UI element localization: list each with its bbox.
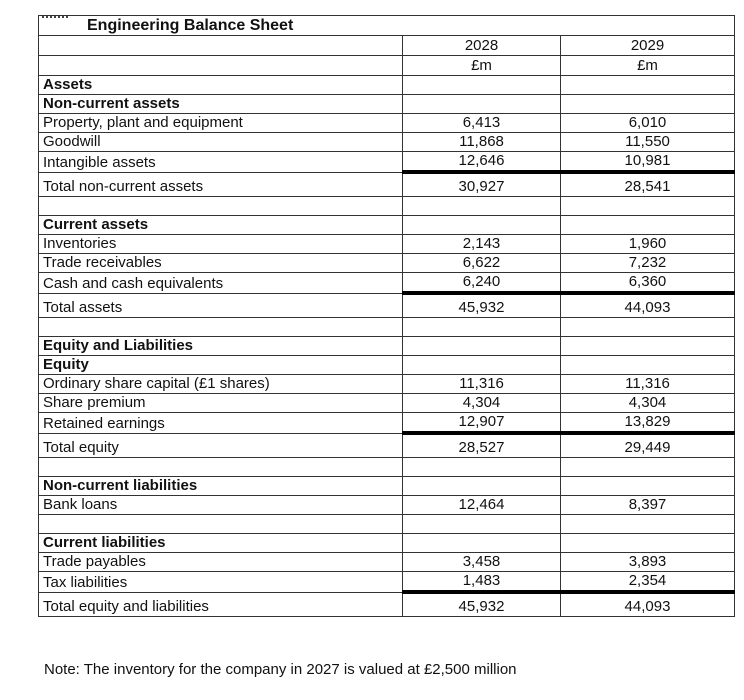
total-row: [39, 172, 735, 197]
value-2028: 11,868: [403, 133, 561, 152]
value-2028: [403, 337, 561, 356]
row-label: Non-current assets: [39, 95, 403, 114]
value-2028: 12,464: [403, 496, 561, 515]
value-2028: [403, 197, 561, 216]
row-label: Property, plant and equipment: [39, 114, 403, 133]
value-2029: [561, 216, 735, 235]
table-row: [39, 133, 735, 152]
blank-row: [39, 318, 735, 337]
value-2029: 29,449: [561, 433, 735, 458]
value-2028: 45,932: [403, 592, 561, 617]
value-2029: 11,550: [561, 133, 735, 152]
row-label: Cash and cash equivalents: [39, 273, 403, 294]
row-label: Total equity and liabilities: [39, 592, 403, 617]
value-2028: [403, 356, 561, 375]
row-label: Tax liabilities: [39, 572, 403, 593]
row-label: Intangible assets: [39, 152, 403, 173]
section-header-row: [39, 534, 735, 553]
table-row: [39, 235, 735, 254]
section-header-row: [39, 216, 735, 235]
table-row: [39, 413, 735, 434]
value-2028: 28,527: [403, 433, 561, 458]
row-label: Inventories: [39, 235, 403, 254]
sheet-title: Engineering Balance Sheet: [39, 16, 735, 36]
value-2028: [403, 515, 561, 534]
table-row: [39, 496, 735, 515]
value-2029: 2,354: [561, 572, 735, 593]
col-unit-2029: £m: [561, 56, 735, 76]
table-row: [39, 394, 735, 413]
value-2029: 7,232: [561, 254, 735, 273]
row-label: Current assets: [39, 216, 403, 235]
row-label: Retained earnings: [39, 413, 403, 434]
section-header-row: [39, 477, 735, 496]
value-2028: 6,240: [403, 273, 561, 294]
blank-row: [39, 197, 735, 216]
table-row: [39, 572, 735, 593]
value-2029: 6,010: [561, 114, 735, 133]
col-year-2029: 2029: [561, 36, 735, 56]
row-label: Trade payables: [39, 553, 403, 572]
row-label: Goodwill: [39, 133, 403, 152]
value-2029: 10,981: [561, 152, 735, 173]
row-label: [39, 515, 403, 534]
value-2029: [561, 515, 735, 534]
row-label: Trade receivables: [39, 254, 403, 273]
row-label: Ordinary share capital (£1 shares): [39, 375, 403, 394]
value-2029: [561, 197, 735, 216]
table-row: [39, 273, 735, 294]
row-label: Total non-current assets: [39, 172, 403, 197]
value-2028: 2,143: [403, 235, 561, 254]
value-2028: 3,458: [403, 553, 561, 572]
value-2028: 12,907: [403, 413, 561, 434]
blank-row: [39, 515, 735, 534]
row-label: Total equity: [39, 433, 403, 458]
value-2029: [561, 356, 735, 375]
table-row: [39, 114, 735, 133]
row-label: [39, 458, 403, 477]
value-2029: 44,093: [561, 293, 735, 318]
value-2028: 6,622: [403, 254, 561, 273]
section-header-row: [39, 76, 735, 95]
blank-row: [39, 458, 735, 477]
table-row: [39, 152, 735, 173]
table-row: [39, 375, 735, 394]
value-2028: 12,646: [403, 152, 561, 173]
value-2028: [403, 477, 561, 496]
value-2028: 11,316: [403, 375, 561, 394]
value-2029: 3,893: [561, 553, 735, 572]
value-2029: [561, 95, 735, 114]
value-2029: [561, 318, 735, 337]
section-header-row: [39, 95, 735, 114]
section-header-row: [39, 356, 735, 375]
value-2029: [561, 76, 735, 95]
row-label: Equity: [39, 356, 403, 375]
value-2029: 8,397: [561, 496, 735, 515]
value-2028: 30,927: [403, 172, 561, 197]
value-2029: 4,304: [561, 394, 735, 413]
value-2029: 6,360: [561, 273, 735, 294]
value-2029: 28,541: [561, 172, 735, 197]
value-2029: 1,960: [561, 235, 735, 254]
total-row: [39, 592, 735, 617]
total-row: [39, 293, 735, 318]
row-label: Assets: [39, 76, 403, 95]
row-label: Bank loans: [39, 496, 403, 515]
row-label: Equity and Liabilities: [39, 337, 403, 356]
value-2028: [403, 458, 561, 477]
value-2029: 44,093: [561, 592, 735, 617]
value-2028: [403, 216, 561, 235]
table-row: [39, 254, 735, 273]
value-2028: [403, 95, 561, 114]
value-2028: [403, 76, 561, 95]
inventory-note: Note: The inventory for the company in 2027 is valued at £2,500 million: [44, 661, 517, 678]
row-label: Share premium: [39, 394, 403, 413]
row-label: [39, 318, 403, 337]
value-2029: [561, 534, 735, 553]
value-2028: 6,413: [403, 114, 561, 133]
value-2028: [403, 318, 561, 337]
row-label: Non-current liabilities: [39, 477, 403, 496]
value-2029: [561, 477, 735, 496]
balance-sheet-table: [38, 15, 735, 617]
col-unit-2028: £m: [403, 56, 561, 76]
value-2029: [561, 458, 735, 477]
table-row: [39, 553, 735, 572]
value-2028: 45,932: [403, 293, 561, 318]
row-label: [39, 197, 403, 216]
value-2028: [403, 534, 561, 553]
col-year-2028: 2028: [403, 36, 561, 56]
value-2029: [561, 337, 735, 356]
row-label: Current liabilities: [39, 534, 403, 553]
value-2028: 1,483: [403, 572, 561, 593]
value-2028: 4,304: [403, 394, 561, 413]
value-2029: 11,316: [561, 375, 735, 394]
value-2029: 13,829: [561, 413, 735, 434]
row-label: Total assets: [39, 293, 403, 318]
total-row: [39, 433, 735, 458]
section-header-row: [39, 337, 735, 356]
